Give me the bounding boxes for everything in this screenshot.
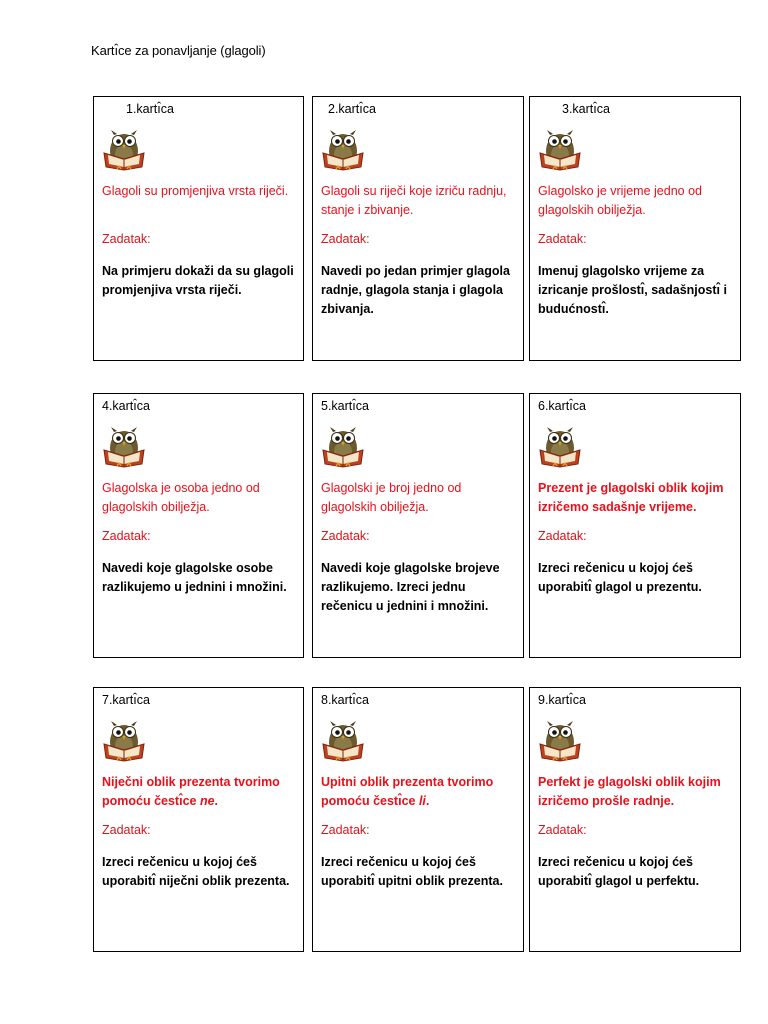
statement-text: Niječni oblik prezenta tvorimo pomoću čestı̂ce	[102, 775, 280, 808]
card-number: 8.kartı̂ca	[321, 693, 369, 707]
task-label: Zadatak:	[321, 529, 370, 543]
card-statement: Glagoli su riječi koje izriču radnju, stanje i zbivanje.	[321, 184, 507, 217]
task-label: Zadatak:	[321, 823, 370, 837]
card-statement	[102, 773, 293, 811]
card-task: Izreci rečenicu u kojoj ćeš uporabitı̂ upitni oblik prezenta.	[321, 855, 503, 888]
owl-reading-book-icon	[538, 426, 582, 468]
card-task: Izreci rečenicu u kojoj ćeš uporabitı̂ glagol u perfektu.	[538, 855, 700, 888]
owl-reading-book-icon	[538, 129, 582, 171]
card-6	[529, 393, 741, 658]
card-9	[529, 687, 741, 952]
card-statement: Glagoli su promjenjiva vrsta riječi.	[102, 184, 289, 198]
card-3	[529, 96, 741, 361]
card-statement: Glagolski je broj jedno od glagolskih obilježja.	[321, 481, 462, 514]
card-task: Navedi koje glagolske osobe razlikujemo u jednini i množini.	[102, 561, 287, 594]
card-number: 5.kartı̂ca	[321, 399, 369, 413]
owl-reading-book-icon	[102, 129, 146, 171]
task-label: Zadatak:	[102, 529, 151, 543]
card-number: 6.kartı̂ca	[538, 399, 586, 413]
card-statement: Glagolsko je vrijeme jedno od glagolskih obilježja.	[538, 184, 702, 217]
card-statement: Glagolska je osoba jedno od glagolskih obilježja.	[102, 481, 260, 514]
card-1	[93, 96, 304, 361]
task-label: Zadatak:	[538, 823, 587, 837]
card-number: 2.kartı̂ca	[328, 102, 376, 116]
task-label: Zadatak:	[538, 529, 587, 543]
card-statement	[321, 773, 513, 811]
card-2	[312, 96, 524, 361]
card-5	[312, 393, 524, 658]
card-task: Navedi po jedan primjer glagola radnje, glagola stanja i glagola zbivanja.	[321, 264, 510, 316]
task-label: Zadatak:	[102, 823, 151, 837]
card-statement: Perfekt je glagolski oblik kojim izričemo prošle radnje.	[538, 775, 721, 808]
card-task: Imenuj glagolsko vrijeme za izricanje prošlostı̂, sadašnjostı̂ i budućnostı̂.	[538, 264, 727, 316]
card-number: 4.kartı̂ca	[102, 399, 150, 413]
owl-reading-book-icon	[102, 720, 146, 762]
statement-end: .	[425, 794, 430, 808]
owl-reading-book-icon	[102, 426, 146, 468]
task-label: Zadatak:	[538, 232, 587, 246]
task-label: Zadatak:	[102, 232, 151, 246]
card-number: 1.kartı̂ca	[126, 102, 174, 116]
card-task: Izreci rečenicu u kojoj ćeš uporabitı̂ glagol u prezentu.	[538, 561, 702, 594]
statement-text: Upitni oblik prezenta tvorimo pomoću čestı̂ce	[321, 775, 494, 808]
card-8	[312, 687, 524, 952]
card-task: Izreci rečenicu u kojoj ćeš uporabitı̂ niječni oblik prezenta.	[102, 855, 290, 888]
card-number: 3.kartı̂ca	[562, 102, 610, 116]
card-task: Na primjeru dokaži da su glagoli promjenjiva vrsta riječi.	[102, 264, 294, 297]
document-title: Kartı̂ce za ponavljanje (glagoli)	[91, 43, 266, 58]
owl-reading-book-icon	[321, 129, 365, 171]
card-task: Navedi koje glagolske brojeve razlikujemo. Izreci jednu rečenicu u jednini i množini.	[321, 561, 500, 613]
owl-reading-book-icon	[321, 720, 365, 762]
statement-end: .	[214, 794, 219, 808]
statement-emphasis: ne	[199, 794, 215, 808]
statement-emphasis: li	[418, 794, 426, 808]
owl-reading-book-icon	[321, 426, 365, 468]
card-number: 7.kartı̂ca	[102, 693, 150, 707]
task-label: Zadatak:	[321, 232, 370, 246]
card-7	[93, 687, 304, 952]
owl-reading-book-icon	[538, 720, 582, 762]
card-number: 9.kartı̂ca	[538, 693, 586, 707]
card-4	[93, 393, 304, 658]
card-statement: Prezent je glagolski oblik kojim izričemo sadašnje vrijeme.	[538, 481, 724, 514]
